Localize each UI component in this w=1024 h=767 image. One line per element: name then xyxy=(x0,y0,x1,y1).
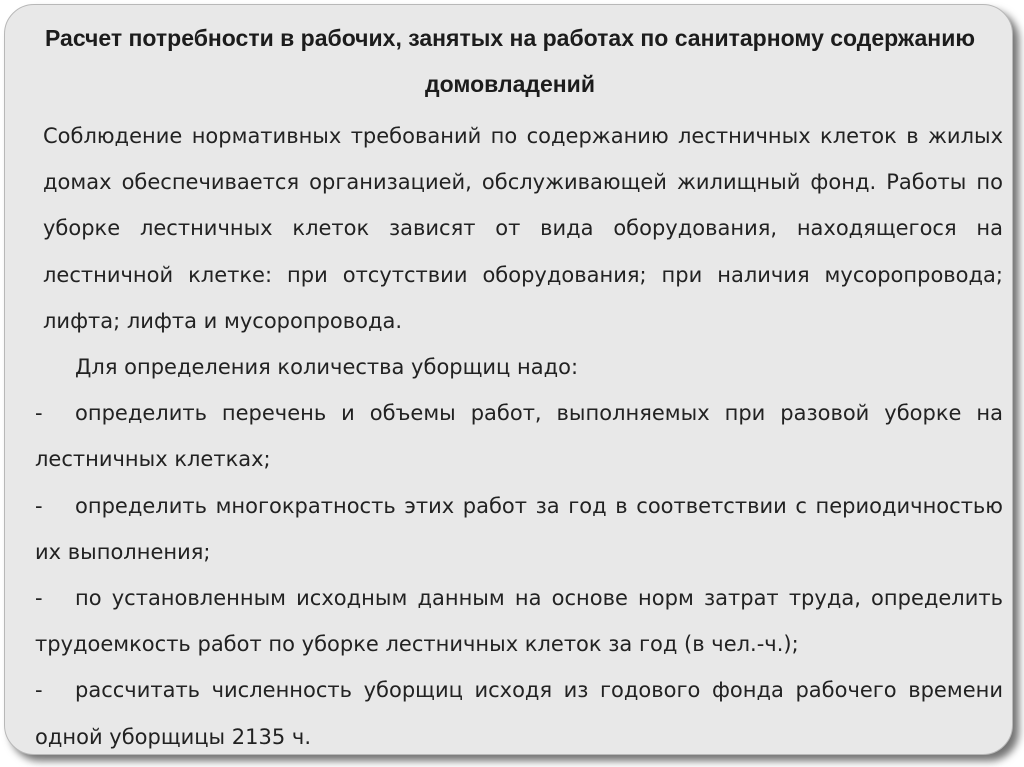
list-item xyxy=(35,483,1003,575)
paragraph-lead: Для определения количества уборщиц надо: xyxy=(75,355,579,380)
list-dash: - xyxy=(35,493,43,518)
slide-card xyxy=(4,4,1013,755)
list-item-text: по установленным исходным данным на основе норм затрат труда, определить трудоемкость работ по уборке лестничных клеток за год (в чел.-ч.); xyxy=(35,586,1003,657)
list-dash: - xyxy=(35,678,43,703)
paragraph-intro: Соблюдение нормативных требований по содержанию лестничных клеток в жилых домах обеспечивается организацией, обслуживающей жилищный фонд. Работы по уборке лестничных клеток зависят от вида оборудования, находящегося на лестничной клетке: при отсутствии оборудования; при наличия мусоропровода; лифта; лифта и мусоропровода. xyxy=(43,124,1003,333)
list-item-text: определить многократность этих работ за год в соответствии с периодичностью их выполнения; xyxy=(35,493,1003,564)
list-dash: - xyxy=(35,401,43,426)
list-item-text: рассчитать численность уборщиц исходя из годового фонда рабочего времени одной уборщицы 2135 ч. xyxy=(35,678,1003,749)
list-item xyxy=(35,575,1003,667)
slide-title: Расчет потребности в рабочих, занятых на работах по санитарному содержанию домовладений xyxy=(45,25,975,97)
list-dash: - xyxy=(35,586,43,611)
list-item xyxy=(35,667,1003,759)
list-item-text: определить перечень и объемы работ, выполняемых при разовой уборке на лестничных клетках; xyxy=(35,401,1003,472)
slide-body xyxy=(35,113,1003,760)
list-item xyxy=(35,390,1003,482)
